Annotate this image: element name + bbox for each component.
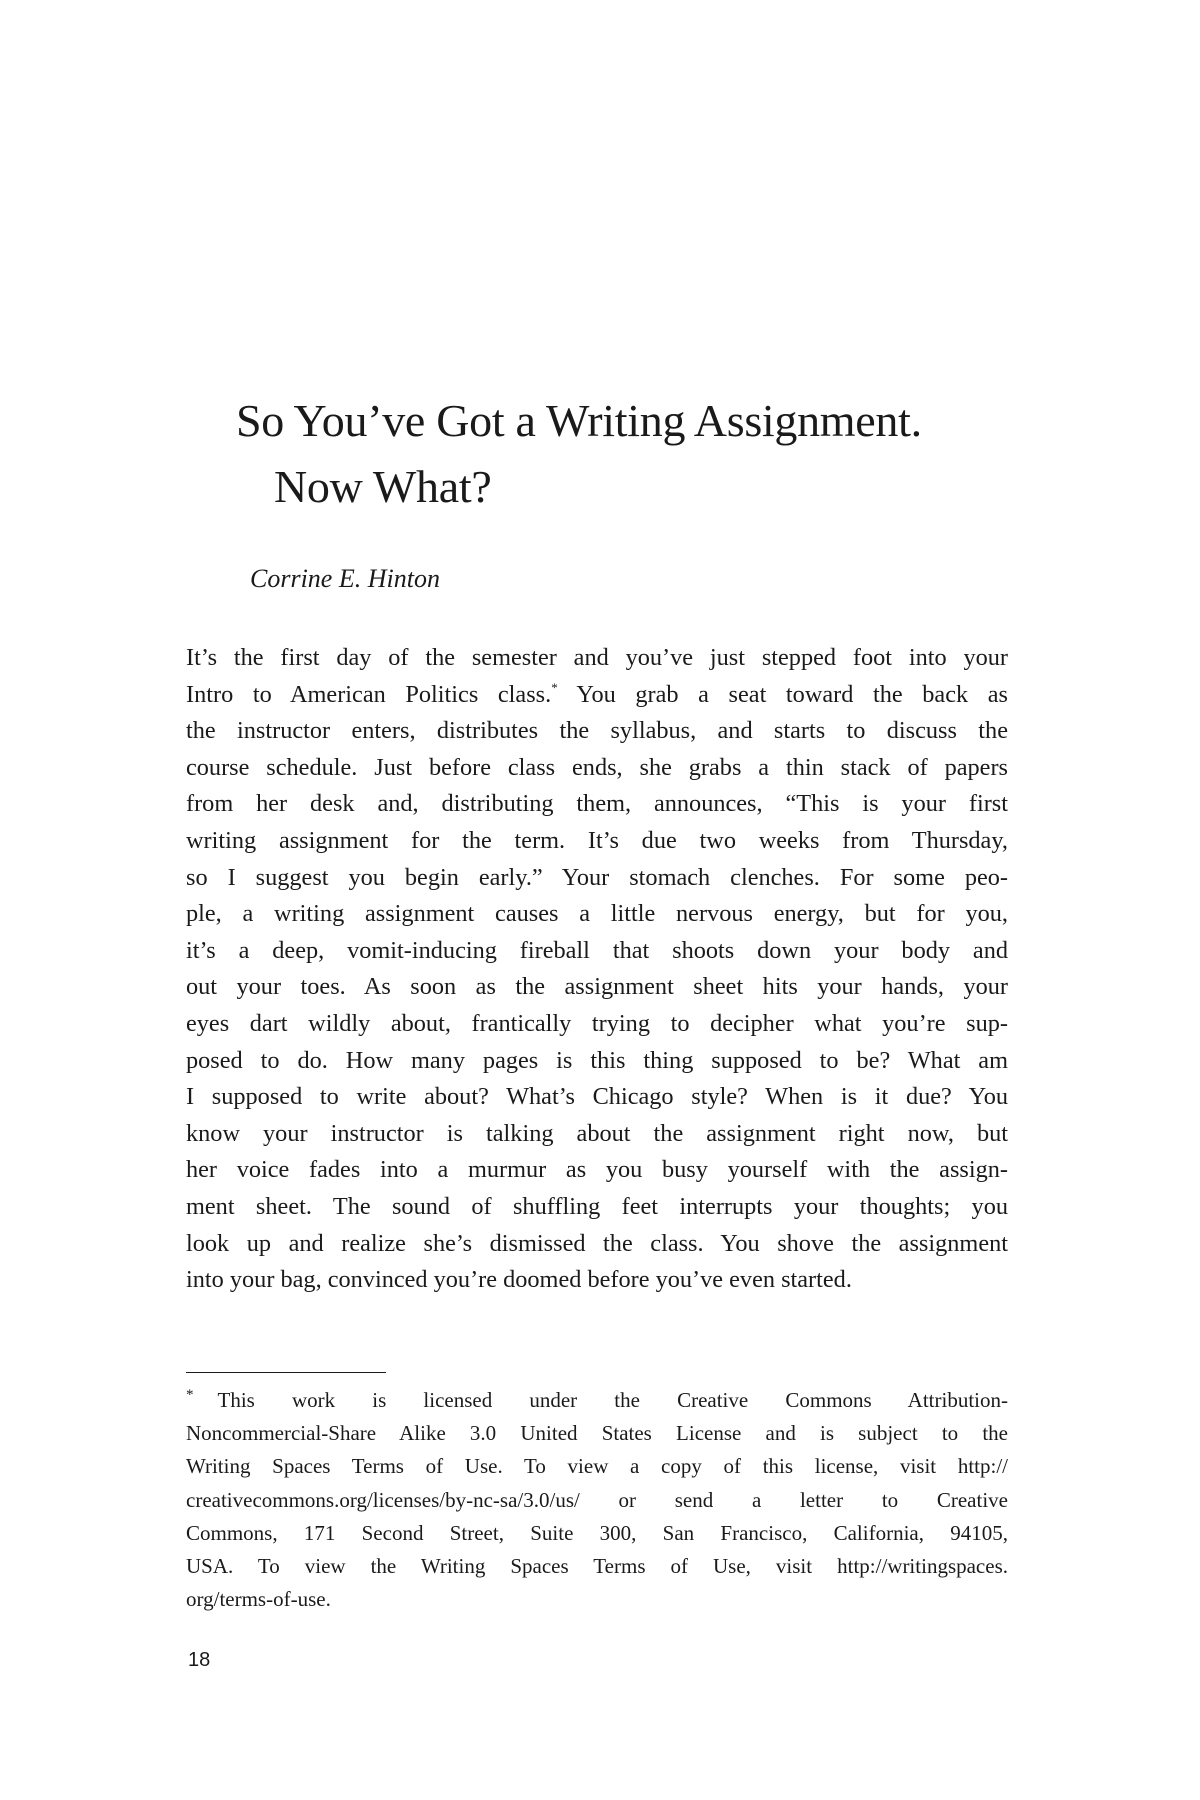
- footnote: [186, 1379, 1008, 1616]
- body-line: course schedule. Just before class ends, she grabs a thin stack of papers: [186, 753, 1008, 781]
- body-line: her voice fades into a murmur as you busy yourself with the assign-: [186, 1156, 1008, 1184]
- chapter-title-line-2: Now What?: [274, 461, 492, 512]
- body-line-text: Intro to American Politics class.: [186, 680, 552, 708]
- footnote-line: Writing Spaces Terms of Use. To view a copy of this license, visit http://: [186, 1454, 1008, 1479]
- body-line: ple, a writing assignment causes a little nervous energy, but for you,: [186, 900, 1008, 928]
- body-line: out your toes. As soon as the assignment sheet hits your hands, your: [186, 973, 1008, 1001]
- body-line: eyes dart wildly about, frantically trying to decipher what you’re sup-: [186, 1009, 1008, 1037]
- footnote-line-text: This work is licensed under the Creative Commons Attribution-: [217, 1388, 1008, 1412]
- body-line: look up and realize she’s dismissed the class. You shove the assignment: [186, 1229, 1008, 1257]
- footnote-line: [186, 1379, 1008, 1417]
- chapter-title-line-1: So You’ve Got a Writing Assignment.: [236, 395, 922, 446]
- footnote-line: Commons, 171 Second Street, Suite 300, San Francisco, California, 94105,: [186, 1520, 1008, 1545]
- page-number: 18: [188, 1649, 211, 1671]
- body-line: the instructor enters, distributes the syllabus, and starts to discuss the: [186, 717, 1008, 745]
- footnote-line: USA. To view the Writing Spaces Terms of Use, visit http://writingspaces.: [186, 1554, 1008, 1579]
- footnote-line: Noncommercial-Share Alike 3.0 United States License and is subject to the: [186, 1421, 1008, 1446]
- body-line: into your bag, convinced you’re doomed before you’ve even started.: [186, 1266, 852, 1294]
- body-paragraph: [186, 640, 1008, 1299]
- body-line: I supposed to write about? What’s Chicago style? When is it due? You: [186, 1083, 1008, 1111]
- author-name: Corrine E. Hinton: [250, 564, 440, 593]
- chapter-title: [236, 388, 996, 520]
- body-line: It’s the first day of the semester and you’ve just stepped foot into your: [186, 644, 1008, 671]
- body-line: posed to do. How many pages is this thing supposed to be? What am: [186, 1046, 1008, 1074]
- body-line-text: You grab a seat toward the back as: [576, 680, 1008, 708]
- footnote-line: creativecommons.org/licenses/by-nc-sa/3.0/us/ or send a letter to Creative: [186, 1487, 1008, 1512]
- body-line: ment sheet. The sound of shuffling feet interrupts your thoughts; you: [186, 1192, 1008, 1220]
- body-line: writing assignment for the term. It’s due two weeks from Thursday,: [186, 826, 1008, 854]
- body-line: so I suggest you begin early.” Your stomach clenches. For some peo-: [186, 863, 1008, 891]
- footnote-line: org/terms-of-use.: [186, 1587, 331, 1612]
- body-line: [186, 677, 1008, 714]
- body-line: know your instructor is talking about the assignment right now, but: [186, 1119, 1008, 1147]
- body-line: it’s a deep, vomit-inducing fireball that shoots down your body and: [186, 936, 1008, 964]
- footnote-divider: [186, 1372, 386, 1373]
- footnote-reference[interactable]: *: [551, 679, 558, 695]
- body-line: from her desk and, distributing them, announces, “This is your first: [186, 790, 1008, 818]
- footnote-marker: *: [186, 1387, 194, 1403]
